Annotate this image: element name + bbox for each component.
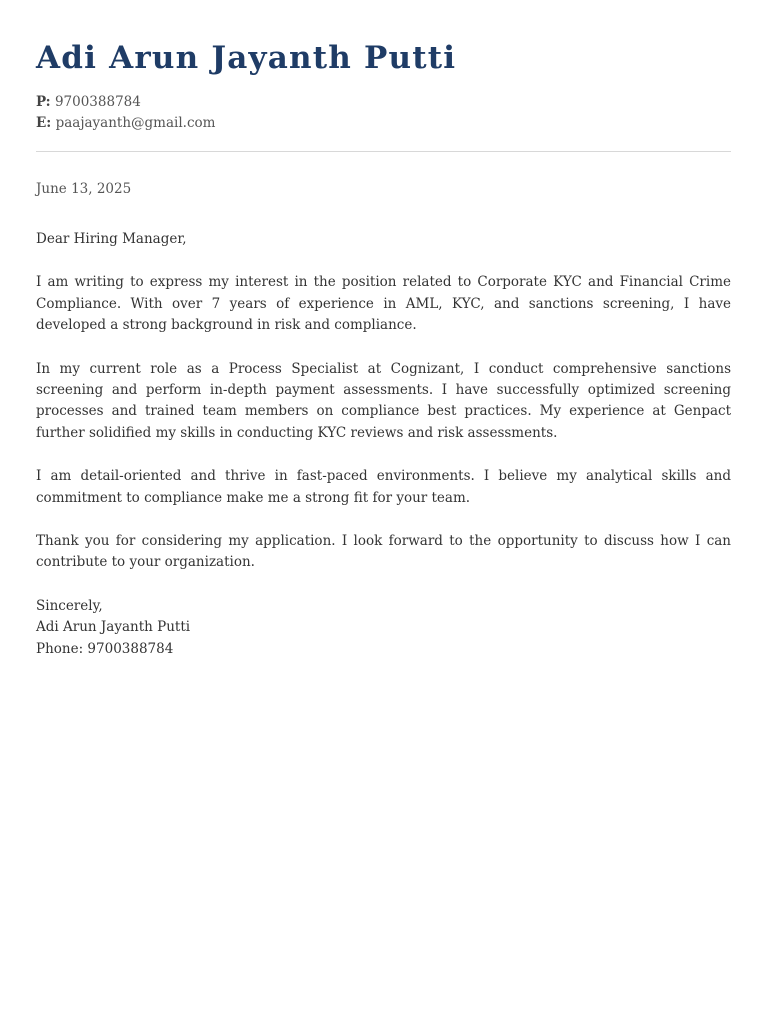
phone-line [36,92,215,113]
email-value: paajayanth@gmail.com [55,115,216,131]
header-divider [36,151,731,152]
paragraph-4: Thank you for considering my application. I look forward to the opportunity to discuss how I can contribute to your organization. [36,533,731,571]
closing-block [36,596,731,660]
paragraph-3: I am detail-oriented and thrive in fast-paced environments. I believe my analytical skills and commitment to compliance make me a strong fit for your team. [36,468,731,506]
letter-body [36,229,731,660]
phone-label: P: [36,94,51,110]
email-line [36,113,215,134]
paragraph-1: I am writing to express my interest in the position related to Corporate KYC and Financial Crime Compliance. With over 7 years of experience in AML, KYC, and sanctions screening, I have developed a strong background in risk and compliance. [36,274,731,334]
signature-name: Adi Arun Jayanth Putti [36,619,191,636]
applicant-name: Adi Arun Jayanth Putti [36,40,457,76]
paragraph-2: In my current role as a Process Specialist at Cognizant, I conduct comprehensive sanctions screening and perform in-depth payment assessments. I have successfully optimized screening processes and trained team members on compliance best practices. My experience at Genpact further solidified my skills in conducting KYC reviews and risk assessments. [36,360,731,441]
phone-value: 9700388784 [54,94,141,110]
salutation: Dear Hiring Manager, [36,231,187,247]
letter-date: June 13, 2025 [36,181,132,197]
signature-phone: Phone: 9700388784 [36,640,174,657]
contact-block [36,92,215,134]
closing-phrase: Sincerely, [36,597,103,614]
email-label: E: [36,115,52,131]
